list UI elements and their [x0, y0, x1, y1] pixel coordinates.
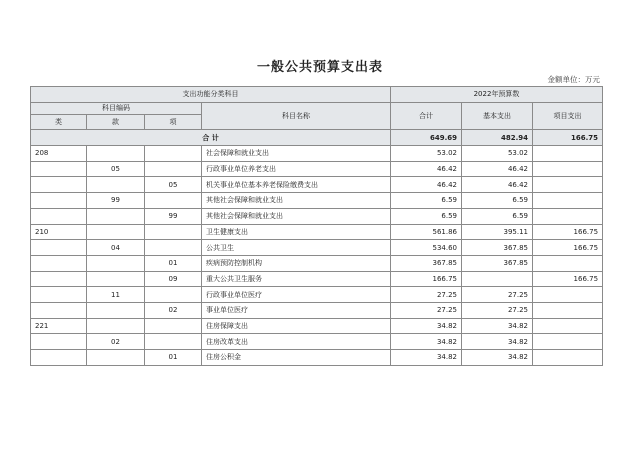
- cell-xiang: [145, 287, 202, 303]
- cell-project: 166.75: [533, 271, 603, 287]
- table-row: [31, 318, 603, 334]
- table-row: [31, 271, 603, 287]
- header-kuan: 款: [87, 114, 145, 130]
- cell-project: [533, 350, 603, 366]
- cell-total: 46.42: [391, 161, 462, 177]
- cell-name: 住房公积金: [202, 350, 391, 366]
- table-row: [31, 208, 603, 224]
- cell-basic: 46.42: [462, 177, 533, 193]
- cell-name: 疾病预防控制机构: [202, 255, 391, 271]
- cell-name: 公共卫生: [202, 240, 391, 256]
- cell-project: [533, 177, 603, 193]
- total-basic: 482.94: [462, 130, 533, 146]
- cell-xiang: [145, 318, 202, 334]
- cell-name: 其他社会保障和就业支出: [202, 193, 391, 209]
- table-row: [31, 193, 603, 209]
- cell-kuan: [87, 177, 145, 193]
- cell-basic: 53.02: [462, 146, 533, 162]
- cell-name: 行政事业单位养老支出: [202, 161, 391, 177]
- unit-label: 金额单位：万元: [547, 75, 600, 84]
- table-row: [31, 240, 603, 256]
- cell-name: 住房保障支出: [202, 318, 391, 334]
- cell-lei: [31, 240, 87, 256]
- cell-name: 其他社会保障和就业支出: [202, 208, 391, 224]
- cell-kuan: [87, 224, 145, 240]
- cell-total: 166.75: [391, 271, 462, 287]
- cell-basic: 6.59: [462, 208, 533, 224]
- cell-basic: 34.82: [462, 334, 533, 350]
- table-row: [31, 146, 603, 162]
- cell-basic: 395.11: [462, 224, 533, 240]
- cell-basic: 34.82: [462, 318, 533, 334]
- cell-kuan: 04: [87, 240, 145, 256]
- cell-kuan: 99: [87, 193, 145, 209]
- cell-xiang: [145, 146, 202, 162]
- table-row: [31, 177, 603, 193]
- cell-xiang: [145, 161, 202, 177]
- cell-basic: [462, 271, 533, 287]
- cell-lei: [31, 271, 87, 287]
- cell-lei: [31, 350, 87, 366]
- cell-lei: [31, 193, 87, 209]
- cell-total: 561.86: [391, 224, 462, 240]
- header-total: 合计: [391, 102, 462, 130]
- cell-basic: 27.25: [462, 302, 533, 318]
- cell-xiang: 01: [145, 255, 202, 271]
- cell-basic: 367.85: [462, 240, 533, 256]
- budget-table: [30, 86, 603, 366]
- cell-kuan: [87, 271, 145, 287]
- table-row: [31, 302, 603, 318]
- cell-total: 27.25: [391, 287, 462, 303]
- table-row: [31, 287, 603, 303]
- cell-basic: 6.59: [462, 193, 533, 209]
- header-basic: 基本支出: [462, 102, 533, 130]
- cell-name: 卫生健康支出: [202, 224, 391, 240]
- cell-basic: 367.85: [462, 255, 533, 271]
- cell-lei: [31, 255, 87, 271]
- cell-kuan: 02: [87, 334, 145, 350]
- cell-kuan: [87, 318, 145, 334]
- table-row: [31, 255, 603, 271]
- total-row: [31, 130, 603, 146]
- header-xiang: 项: [145, 114, 202, 130]
- cell-project: [533, 334, 603, 350]
- cell-lei: [31, 302, 87, 318]
- cell-kuan: 11: [87, 287, 145, 303]
- cell-kuan: [87, 146, 145, 162]
- cell-total: 6.59: [391, 193, 462, 209]
- header-code: 科目编码: [31, 102, 202, 114]
- cell-total: 27.25: [391, 302, 462, 318]
- cell-basic: 27.25: [462, 287, 533, 303]
- cell-name: 住房改革支出: [202, 334, 391, 350]
- cell-xiang: [145, 224, 202, 240]
- cell-lei: 210: [31, 224, 87, 240]
- total-project: 166.75: [533, 130, 603, 146]
- cell-name: 重大公共卫生服务: [202, 271, 391, 287]
- table-row: [31, 161, 603, 177]
- cell-xiang: 02: [145, 302, 202, 318]
- cell-project: [533, 161, 603, 177]
- table-row: [31, 334, 603, 350]
- cell-project: [533, 193, 603, 209]
- cell-kuan: [87, 302, 145, 318]
- cell-project: 166.75: [533, 240, 603, 256]
- cell-basic: 46.42: [462, 161, 533, 177]
- cell-kuan: 05: [87, 161, 145, 177]
- cell-kuan: [87, 255, 145, 271]
- cell-name: 事业单位医疗: [202, 302, 391, 318]
- cell-lei: 208: [31, 146, 87, 162]
- cell-project: [533, 302, 603, 318]
- cell-xiang: [145, 193, 202, 209]
- cell-xiang: 09: [145, 271, 202, 287]
- total-label: 合 计: [31, 130, 391, 146]
- cell-xiang: [145, 240, 202, 256]
- cell-total: 34.82: [391, 318, 462, 334]
- cell-total: 34.82: [391, 334, 462, 350]
- cell-project: [533, 287, 603, 303]
- cell-name: 社会保障和就业支出: [202, 146, 391, 162]
- cell-total: 46.42: [391, 177, 462, 193]
- cell-xiang: 01: [145, 350, 202, 366]
- table-row: [31, 224, 603, 240]
- header-project: 项目支出: [533, 102, 603, 130]
- cell-xiang: [145, 334, 202, 350]
- header-year-budget: 2022年预算数: [391, 87, 603, 103]
- cell-lei: [31, 177, 87, 193]
- cell-name: 机关事业单位基本养老保险缴费支出: [202, 177, 391, 193]
- cell-total: 34.82: [391, 350, 462, 366]
- table-row: [31, 350, 603, 366]
- cell-project: [533, 208, 603, 224]
- cell-kuan: [87, 350, 145, 366]
- cell-xiang: 99: [145, 208, 202, 224]
- header-func-class: 支出功能分类科目: [31, 87, 391, 103]
- total-amount: 649.69: [391, 130, 462, 146]
- cell-lei: [31, 208, 87, 224]
- cell-project: [533, 318, 603, 334]
- cell-lei: [31, 334, 87, 350]
- cell-project: [533, 255, 603, 271]
- cell-lei: 221: [31, 318, 87, 334]
- header-lei: 类: [31, 114, 87, 130]
- header-name: 科目名称: [202, 102, 391, 130]
- cell-lei: [31, 161, 87, 177]
- cell-project: [533, 146, 603, 162]
- cell-total: 534.60: [391, 240, 462, 256]
- cell-kuan: [87, 208, 145, 224]
- cell-total: 6.59: [391, 208, 462, 224]
- cell-xiang: 05: [145, 177, 202, 193]
- page-title: 一般公共预算支出表: [256, 60, 383, 75]
- cell-name: 行政事业单位医疗: [202, 287, 391, 303]
- cell-project: 166.75: [533, 224, 603, 240]
- cell-basic: 34.82: [462, 350, 533, 366]
- cell-lei: [31, 287, 87, 303]
- cell-total: 53.02: [391, 146, 462, 162]
- cell-total: 367.85: [391, 255, 462, 271]
